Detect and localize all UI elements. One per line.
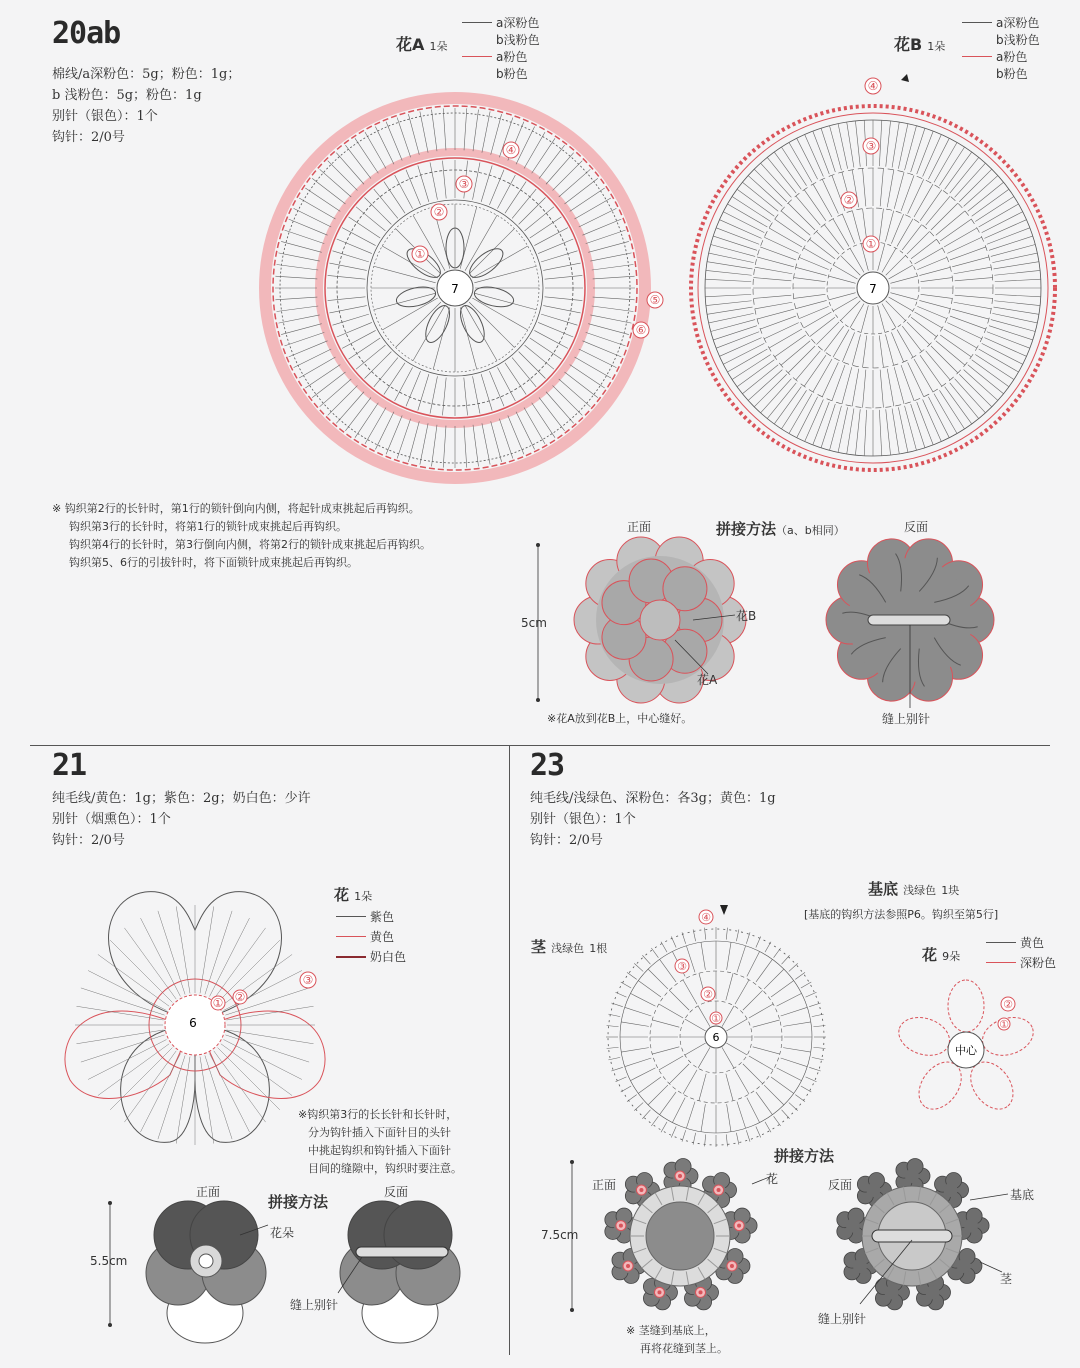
assembly-23-note [626, 1322, 728, 1358]
assembly-23-pin-label: 缝上别针 [818, 1312, 867, 1326]
assembly-size-label: 5cm [521, 616, 547, 630]
round-marker: ② [433, 205, 445, 219]
assembly-21-front-label: 正面 [196, 1185, 221, 1199]
round-marker: ③ [677, 960, 687, 973]
legend-item: b粉色 [996, 67, 1028, 81]
section-number-23: 23 [530, 748, 565, 783]
flower-b-title: 花B [894, 35, 923, 54]
round-marker: ① [999, 1018, 1009, 1031]
round-marker: ④ [867, 79, 879, 93]
material-line: 棉线/a深粉色：5g；粉色：1g； [52, 67, 241, 82]
flower-a-count: 1朵 [429, 40, 448, 53]
assembly-23-back-label: 反面 [828, 1178, 853, 1192]
note-line: 钩织第3行的长针时，将第1行的锁针成束挑起后再钩织。 [69, 520, 347, 533]
note-line: ※ 钩织第2行的长针时，第1行的锁针倒向内侧，将起针成束挑起后再钩织。 [52, 502, 420, 515]
legend-item: 深粉色 [986, 954, 1056, 971]
round-marker: ⑤ [649, 293, 661, 307]
assembly-23-title: 拼接方法 [774, 1147, 835, 1165]
flower-21-diagram [50, 880, 340, 1170]
legend-item: b浅粉色 [496, 33, 540, 47]
flower-b-center-count: 7 [869, 282, 877, 296]
assembly-20ab-drawing [530, 540, 1030, 730]
legend-item: 奶白色 [336, 948, 406, 965]
round-marker: ⑥ [635, 323, 647, 337]
round-marker: ④ [505, 143, 517, 157]
assembly-front-label: 正面 [627, 520, 652, 534]
round-marker: ① [865, 237, 877, 251]
material-line: 纯毛线/黄色：1g；紫色：2g；奶白色：少许 [52, 791, 311, 806]
divider-vertical [509, 745, 510, 1355]
assembly-23-flower-label: 花 [766, 1172, 779, 1186]
flower-21-legend [336, 908, 406, 965]
label-flower-a: 花A [697, 673, 718, 687]
round-marker: ③ [458, 177, 470, 191]
assembly-title-20ab: 拼接方法（a、b相同） [716, 520, 845, 538]
flower-b-count: 1朵 [927, 40, 946, 53]
material-line: b 浅粉色：5g；粉色：1g [52, 88, 202, 103]
notes-21 [298, 1106, 462, 1178]
assembly-23-base-label: 基底 [1010, 1188, 1035, 1202]
assembly-21-size: 5.5cm [90, 1254, 128, 1268]
flower-21-center-count: 6 [189, 1016, 197, 1030]
round-marker: ③ [302, 973, 314, 987]
round-marker: ② [234, 990, 246, 1004]
round-marker: ① [711, 1012, 721, 1025]
stem-heading: 茎 浅绿色 1根 [531, 938, 608, 956]
assembly-21-title: 拼接方法 [268, 1193, 329, 1211]
assembly-21-pin-label: 缝上别针 [290, 1298, 339, 1312]
round-marker: ② [703, 988, 713, 1001]
flower-a-center-count: 7 [451, 282, 459, 296]
note-line: 分为钩针插入下面针目的头针 [308, 1126, 451, 1139]
legend-item: a粉色 [962, 48, 1040, 65]
flower-b-heading [894, 32, 945, 55]
note-line: 中挑起钩织和钩针插入下面针 [308, 1144, 451, 1157]
pin-icon [356, 1247, 448, 1257]
legend-item: 黄色 [336, 928, 406, 945]
assembly-21-flower-label: 花朵 [270, 1226, 295, 1240]
assembly-23-stem-label: 茎 [1000, 1272, 1013, 1286]
assembly-21-back-label: 反面 [384, 1185, 409, 1199]
base-diagram [596, 911, 836, 1157]
assembly-23-front-label: 正面 [592, 1178, 617, 1192]
materials-23 [530, 788, 776, 851]
flower-a-heading [396, 32, 447, 55]
pansy-front [146, 1201, 266, 1343]
material-line: 别针（烟熏色）：1个 [52, 812, 171, 827]
pansy-back [340, 1201, 460, 1343]
round-marker: ② [1003, 998, 1013, 1011]
note-line: 再将花缝到茎上。 [640, 1342, 728, 1355]
assembly-23-drawing [560, 1158, 1020, 1318]
flower-a-diagram [255, 88, 661, 488]
flower-b-legend [962, 14, 1040, 82]
materials-20ab [52, 64, 240, 148]
flower-23-legend [986, 934, 1056, 971]
legend-item: 紫色 [336, 908, 406, 925]
material-line: 钩针：2/0号 [52, 833, 125, 848]
start-arrow-icon [901, 74, 909, 82]
base-heading: 基底 浅绿色 1块 [868, 880, 960, 898]
flower-b-diagram [683, 79, 1063, 478]
flower-23-center: 中心 [955, 1044, 977, 1057]
flower-a-title: 花A [396, 35, 425, 54]
note-line: 钩织第5、6行的引拔针时，将下面锁针成束挑起后再钩织。 [69, 556, 358, 569]
material-line: 别针（银色）：1个 [530, 812, 636, 827]
legend-item: 黄色 [986, 934, 1056, 951]
legend-item: a粉色 [462, 48, 540, 65]
assembly-back-label: 反面 [904, 520, 929, 534]
legend-item: a深粉色 [462, 14, 540, 31]
note-line: ※ 茎缝到基底上， [626, 1324, 716, 1337]
divider-horizontal [30, 745, 1050, 746]
round-marker: ④ [701, 911, 711, 924]
section-number-21: 21 [52, 748, 87, 783]
legend-item: a深粉色 [962, 14, 1040, 31]
flower-a-legend [462, 14, 540, 82]
legend-item: b浅粉色 [996, 33, 1040, 47]
pin-icon [868, 615, 950, 625]
round-marker: ① [414, 247, 426, 261]
assembly-23-size: 7.5cm [541, 1228, 579, 1242]
legend-item: b粉色 [496, 67, 528, 81]
note-line: 钩织第4行的长针时，第3行倒向内侧，将第2行的锁针成束挑起后再钩织。 [69, 538, 431, 551]
base-note: [基底的钩织方法参照P6。钩织至第5行] [804, 908, 999, 921]
base-center-count: 6 [712, 1031, 720, 1044]
note-line: 目间的缝隙中，钩织时要注意。 [308, 1162, 462, 1175]
assembly-note-20ab: ※花A放到花B上，中心缝好。 [547, 712, 693, 725]
section-number-20ab: 20ab [52, 16, 121, 51]
round-marker: ① [212, 996, 224, 1010]
label-sew-pin: 缝上别针 [882, 712, 931, 726]
round-marker: ③ [865, 139, 877, 153]
material-line: 别针（银色）：1个 [52, 109, 158, 124]
materials-21 [52, 788, 311, 851]
material-line: 钩针：2/0号 [530, 833, 603, 848]
flower-21-heading: 花 1朵 [334, 886, 373, 904]
material-line: 钩针：2/0号 [52, 130, 125, 145]
notes-20ab [52, 500, 431, 572]
flower-23-diagram [896, 978, 1036, 1118]
start-arrow-icon [720, 905, 728, 915]
label-flower-b: 花B [736, 609, 757, 623]
assembly-21-drawing [100, 1195, 460, 1345]
flower-23-heading: 花 9朵 [922, 946, 961, 964]
material-line: 纯毛线/浅绿色、深粉色：各3g；黄色：1g [530, 791, 776, 806]
note-line: ※钩织第3行的长长针和长针时， [298, 1108, 458, 1121]
round-marker: ② [843, 193, 855, 207]
